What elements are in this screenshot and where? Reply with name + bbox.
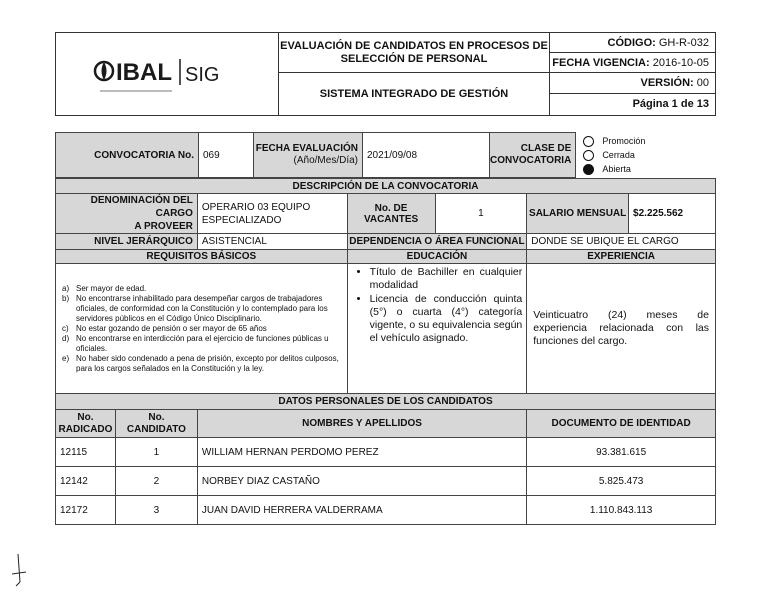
- table-row: [56, 438, 716, 467]
- educacion-title: EDUCACIÓN: [347, 250, 527, 264]
- candidato-cell: 2: [115, 467, 197, 496]
- vigencia-value: 2016-10-05: [652, 56, 709, 69]
- fecha-evaluacion-value: 2021/09/08: [363, 133, 490, 178]
- item-text: Ser mayor de edad.: [76, 283, 147, 293]
- clase-options: [576, 133, 716, 178]
- option-label: Abierta: [602, 164, 631, 174]
- fecha-label-line1: FECHA EVALUACIÓN: [255, 143, 358, 154]
- col-candidato-line1: No.: [148, 411, 165, 423]
- list-item: [62, 284, 345, 294]
- documento-cell: 93.381.615: [527, 438, 716, 467]
- svg-text:IBAL: IBAL: [116, 59, 172, 86]
- cargo-label-line2: A PROVEER: [134, 221, 193, 232]
- col-radicado-header: [56, 410, 116, 438]
- item-text: No encontrarse en interdicción para el ejercicio de funciones públicas u oficiales.: [76, 333, 329, 353]
- radio-cerrada[interactable]: [583, 150, 594, 161]
- col-documento-header: DOCUMENTO DE IDENTIDAD: [527, 410, 716, 438]
- item-letter: c): [62, 323, 69, 333]
- cargo-value-line1: OPERARIO 03 EQUIPO: [201, 201, 311, 213]
- option-label: Promoción: [602, 136, 646, 146]
- requisitos-list-cell: [56, 264, 348, 394]
- radio-promocion[interactable]: [583, 136, 594, 147]
- list-item: [62, 324, 345, 334]
- option-promocion[interactable]: [580, 134, 716, 148]
- vacantes-value: 1: [435, 194, 527, 234]
- codigo-field: [550, 33, 716, 53]
- cargo-value: [197, 194, 347, 234]
- list-item: • Título de Bachiller en cualquier modalidad: [370, 266, 523, 292]
- codigo-label: CÓDIGO:: [607, 36, 656, 49]
- item-letter: e): [62, 353, 70, 363]
- cargo-label: [56, 194, 198, 234]
- radio-abierta[interactable]: [583, 164, 594, 175]
- convocatoria-number: 069: [199, 133, 254, 178]
- fecha-label-line2: (Año/Mes/Día): [293, 155, 358, 166]
- version-label: VERSIÓN:: [640, 77, 694, 89]
- clase-label-line2: CONVOCATORIA: [490, 155, 572, 166]
- col-candidato-line2: CANDIDATO: [126, 423, 186, 435]
- table-row: [56, 496, 716, 525]
- list-item: [62, 294, 345, 324]
- dependencia-value: DONDE SE UBIQUE EL CARGO: [527, 234, 716, 250]
- nombre-cell: NORBEY DIAZ CASTAÑO: [197, 467, 526, 496]
- item-text: No haber sido condenado a pena de prisión, excepto por delitos culposos, para los cargos señalados en la Constitución y la ley.: [76, 353, 339, 373]
- col-radicado-line1: No.: [77, 411, 94, 423]
- item-letter: d): [62, 333, 70, 343]
- document-subtitle: SISTEMA INTEGRADO DE GESTIÓN: [279, 73, 550, 116]
- vacantes-label: No. DE VACANTES: [347, 194, 435, 234]
- educacion-cell: [347, 264, 527, 394]
- requisitos-title: REQUISITOS BÁSICOS: [56, 250, 348, 264]
- document-title: EVALUACIÓN DE CANDIDATOS EN PROCESOS DE SELECCIÓN DE PERSONAL: [279, 33, 550, 73]
- option-cerrada[interactable]: [580, 148, 716, 162]
- radicado-cell: 12142: [56, 467, 116, 496]
- version-field: [550, 73, 716, 93]
- radicado-cell: 12172: [56, 496, 116, 525]
- list-item: • Licencia de conducción quinta (5°) o cuarta (4°) categoría vigente, o su equivalencia según el vehículo asignado.: [370, 293, 523, 345]
- ibal-sig-logo: [56, 51, 278, 97]
- list-item: [62, 334, 345, 354]
- candidato-cell: 3: [115, 496, 197, 525]
- vigencia-label: FECHA VIGENCIA:: [552, 56, 650, 69]
- document-header: [55, 32, 716, 116]
- nivel-value: ASISTENCIAL: [197, 234, 347, 250]
- convocatoria-label: CONVOCATORIA No.: [56, 133, 199, 178]
- handwritten-mark: [8, 552, 32, 588]
- cargo-value-line2: ESPECIALIZADO: [201, 214, 282, 226]
- candidatos-section-title: DATOS PERSONALES DE LOS CANDIDATOS: [56, 394, 716, 410]
- list-item: [62, 354, 345, 374]
- educacion-list: [348, 266, 527, 345]
- logo-cell: [56, 33, 279, 116]
- candidato-cell: 1: [115, 438, 197, 467]
- salario-value: $2.225.562: [629, 194, 716, 234]
- convocatoria-row: [55, 132, 716, 178]
- nombre-cell: WILLIAM HERNAN PERDOMO PEREZ: [197, 438, 526, 467]
- page-number: Página 1 de 13: [550, 93, 716, 115]
- col-radicado-line2: RADICADO: [58, 423, 113, 435]
- descripcion-section-title: DESCRIPCIÓN DE LA CONVOCATORIA: [56, 179, 716, 194]
- nombre-cell: JUAN DAVID HERRERA VALDERRAMA: [197, 496, 526, 525]
- documento-cell: 5.825.473: [527, 467, 716, 496]
- requisitos-list: [58, 284, 345, 374]
- radicado-cell: 12115: [56, 438, 116, 467]
- item-letter: a): [62, 283, 70, 293]
- salario-label: SALARIO MENSUAL: [527, 194, 629, 234]
- documento-cell: 1.110.843.113: [527, 496, 716, 525]
- nivel-label: NIVEL JERÁRQUICO: [56, 234, 198, 250]
- svg-text:SIG: SIG: [185, 64, 220, 86]
- cargo-label-line1: DENOMINACIÓN DEL CARGO: [90, 195, 193, 219]
- descripcion-table: [55, 178, 716, 525]
- table-row: [56, 467, 716, 496]
- col-candidato-header: [115, 410, 197, 438]
- experiencia-title: EXPERIENCIA: [527, 250, 716, 264]
- version-value: 00: [696, 77, 709, 89]
- dependencia-label: DEPENDENCIA O ÁREA FUNCIONAL: [347, 234, 527, 250]
- clase-convocatoria-label: [490, 133, 576, 178]
- option-label: Cerrada: [602, 150, 635, 160]
- col-nombres-header: NOMBRES Y APELLIDOS: [197, 410, 526, 438]
- item-text: No estar gozando de pensión o ser mayor de 65 años: [76, 323, 267, 333]
- codigo-value: GH-R-032: [658, 36, 709, 49]
- fecha-evaluacion-label: [254, 133, 363, 178]
- item-letter: b): [62, 293, 70, 303]
- clase-label-line1: CLASE DE: [520, 143, 572, 154]
- experiencia-text: Veinticuatro (24) meses de experiencia relacionada con las funciones del cargo.: [527, 264, 716, 394]
- ibal-logo-icon: [92, 51, 242, 97]
- item-text: No encontrarse inhabilitado para desempeñar cargos de trabajadores oficiales, de conformidad con la Constitución y lo contemplado para los servidores públicos en el Código Único Disciplinario.: [76, 293, 328, 323]
- vigencia-field: [550, 53, 716, 73]
- option-abierta[interactable]: [580, 162, 716, 176]
